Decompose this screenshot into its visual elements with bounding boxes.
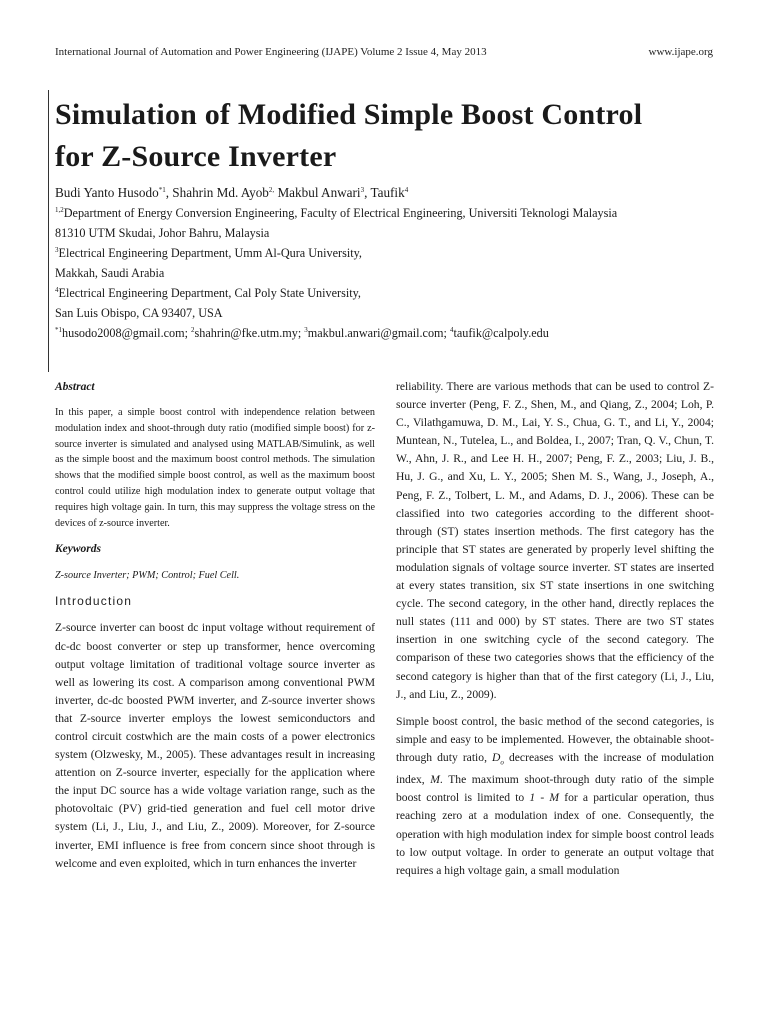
author-4-mark: 4 [404,186,409,194]
affiliation-3-line-2: Makkah, Saudi Arabia [55,266,165,280]
affiliation-1-mark: 1,2 [55,206,64,214]
introduction-paragraph-1: Z-source inverter can boost dc input voltage without requirement of dc-dc boost converter or step up transformer, hence overcoming output voltage limitation of traditional voltage source inverter as well as lowering its cost. A comparison among conventional PWM inverter, dc-dc boosted PWM inverter, and Z-source inverter shows that Z-source inverter employs the lowest semiconductors and control circuit costwhich are the main costs of a power electronics system (Olzwesky, M., 2005). These advantages result in increasing attention on Z-source inverter, especially for the application where the input DC source has a wide voltage variation range, such as the photovoltaic (PV) grid-tied generation and fuel cell motor drive system (Li, J., Liu, J., and Liu, Z., 2009). Moreover, for Z-source inverter, EMI influence is free from concern since shoot through is welcome and even exploited, which in turn enhances the inverter [55,621,375,870]
email-1-mark: *1 [55,326,62,334]
email-2[interactable]: shahrin@fke.utm.my; [194,326,305,340]
email-4-mark: 4 [449,326,454,334]
symbol-m: M [430,773,440,787]
email-2-mark: 2 [191,326,195,334]
author-1-mark: *1 [158,186,166,194]
email-1[interactable]: husodo2008@gmail.com; [62,326,192,340]
author-block [55,183,735,343]
author-list [55,183,735,203]
left-column [55,378,375,882]
p2-text-c: . The maximum shoot-through duty ratio of the simple boost control is limited to [396,773,714,805]
email-list [55,323,735,343]
title-vertical-rule [48,90,49,372]
journal-name: International Journal of Automation and Power Engineering (IJAPE) Volume 2 Issue 4, May 2013 [55,46,487,58]
p2-text-e: for a particular operation, thus reaching zero at a modulation index of one. Consequently, the operation with high modulation index for simple boost control leads to low output voltage. In order to generate an output voltage that requires a high voltage gain, a small modulation [396,791,714,877]
abstract-body: In this paper, a simple boost control with independence relation between modulation index and shoot-through duty ratio (modified simple boost) for z-source inverter is simulated and analysed using MATLAB/Simulink, as well as the simple boost and the maximum boost control methods. The simulation shows that the modified simple boost control, as well as the maximum boost control could utilize high modulation index to generate output voltage that requires high voltage gain. In turn, this may suppress the voltage stress on the devices of z-source inverter. [55,407,375,529]
right-paragraph-1: reliability. There are various methods that can be used to control Z-source inverter (Peng, F. Z., Shen, M., and Qiang, Z., 2004; Loh, P. C., Vilathgamuwa, D. M., Lai, Y. S., Chua, G. T., and Li, Y., 2004; Muntean, N., Tutelea, L., and Boldea, I., 2007; Tran, Q. V., Chun, T. W., Ahn, J. R., and Lee H. H., 2007; Peng, F. Z., 2003; Liu, J. B., Hu, J. G., and Xu, L. Y., 2005; Shen M. S., Wang, J., Joseph, A., Peng, F. Z., Tolbert, L. M., and Adams, D. J., 2006). These can be classified into two categories according to the different shoot-through (ST) states insertion methods. The first category has the principle that ST states are generated by properly level shifting the modulation signals of voltage source inverter. ST states are inserted at every states transition, six ST state insertions in one switching cycle. The second category, in the other hand, directly replaces the null states (111 and 000) by ST states. There are two ST states insertion in one switching cycle of the second category. The comparison of these two categories shows that the efficiency of the second category is higher than that of the first category (Li, J., Liu, J., and Liu, Z., 2009). [396,380,714,701]
affiliation-4-mark: 4 [55,286,59,294]
symbol-d-subscript: o [500,758,504,767]
affiliation-4-line-1 [55,283,735,303]
keywords-body: Z-source Inverter; PWM; Control; Fuel Cell. [55,569,240,581]
author-1: Budi Yanto Husodo [55,185,159,200]
right-paragraph-2 [396,713,714,880]
paper-title [55,94,735,178]
symbol-d [492,750,504,767]
author-4: , Taufik [364,185,405,200]
affiliation-1-text: Department of Energy Conversion Engineering, Faculty of Electrical Engineering, Universiti Teknologi Malaysia [63,206,618,220]
author-3-mark: 3 [360,186,365,194]
journal-url[interactable]: www.ijape.org [648,46,713,58]
affiliation-4-line-2: San Luis Obispo, CA 93407, USA [55,306,223,320]
right-column [396,378,714,889]
paper-title-line-2: for Z-Source Inverter [55,140,337,173]
author-2: , Shahrin Md. Ayob [165,185,269,200]
affiliation-1-line-2: 81310 UTM Skudai, Johor Bahru, Malaysia [55,226,270,240]
p2-text-b: decreases with the increase of modulation index, [396,750,714,787]
introduction-heading: Introduction [55,594,133,609]
affiliation-3-text: Electrical Engineering Department, Umm Al-Qura University, [58,246,362,260]
affiliation-3-mark: 3 [55,246,59,254]
expression-1-minus-m: 1 - M [529,791,560,805]
keywords-heading: Keywords [55,543,101,556]
affiliation-4-text: Electrical Engineering Department, Cal Poly State University, [58,286,361,300]
paper-title-line-1: Simulation of Modified Simple Boost Control [55,98,643,131]
affiliation-3-line-1 [55,243,735,263]
email-4[interactable]: taufik@calpoly.edu [453,326,549,340]
author-2-mark: 2, [268,186,275,194]
email-3[interactable]: makbul.anwari@gmail.com; [307,326,450,340]
abstract-heading: Abstract [55,381,95,393]
author-3: Makbul Anwari [274,185,361,200]
p2-text-a: Simple boost control, the basic method of the second categories, is simple and easy to be implemented. However, the obtainable shoot-through duty ratio, [396,714,714,764]
email-3-mark: 3 [304,326,308,334]
affiliation-1-line-1 [55,203,735,223]
symbol-d-letter: D [492,750,501,764]
